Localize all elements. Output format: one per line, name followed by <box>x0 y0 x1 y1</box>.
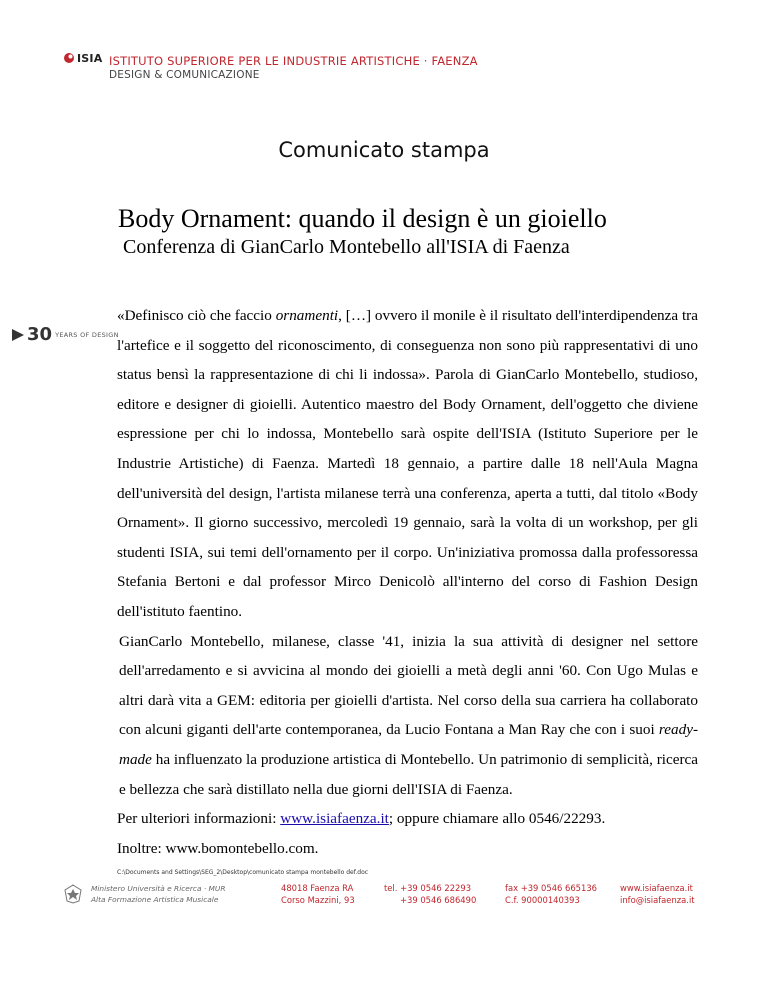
anniversary-badge <box>11 324 119 345</box>
ministry-line-1: Ministero Università e Ricerca · MUR <box>91 884 226 893</box>
address-line-2: Corso Mazzini, 93 <box>281 894 355 905</box>
p3-text-b: ; oppure chiamare allo 0546/22293. <box>388 810 606 828</box>
tel-line-2: +39 0546 686490 <box>400 894 477 905</box>
file-path: C:\Documents and Settings\SEG_2\Desktop\comunicato stampa montebello def.doc <box>117 869 369 876</box>
badge-text: YEARS OF DESIGN <box>55 330 119 339</box>
fax-line: fax +39 0546 665136 <box>505 883 597 893</box>
address <box>281 883 355 906</box>
isia-logo-icon <box>63 52 75 64</box>
institute-subtitle: DESIGN & COMUNICAZIONE <box>109 69 260 81</box>
isia-website-link[interactable]: www.isiafaenza.it <box>280 810 389 828</box>
document-heading: Comunicato stampa <box>278 138 490 162</box>
document-subtitle: Conferenza di GianCarlo Montebello all'ISIA di Faenza <box>123 236 570 258</box>
website-text[interactable]: www.isiafaenza.it <box>620 883 693 893</box>
tax-code-line: C.f. 90000140393 <box>505 894 580 905</box>
badge-number: 30 <box>27 324 53 345</box>
p2-emphasis: ready-made <box>119 721 698 768</box>
ministry-line-2: Alta Formazione Artistica Musicale <box>91 895 219 904</box>
p1-text-b: , […] ovvero il monile è il risultato dell'interdipendenza tra l'artefice e il soggetto del riconoscimento, di conseguenza non sono più rappresentativi di uno status bensì la rappresentazione di chi li indossa». Parola di GianCarlo Montebello, studioso, editore e designer di gioielli. Autentico maestro del Body Ornament, dell'oggetto che diviene espressione per chi lo indossa, Montebello sarà ospite dell'ISIA (Istituto Superiore per le Industrie Artistiche) di Faenza. Martedì 18 gennaio, a partire dalle 18 nell'Aula Magna dell'università del design, l'artista milanese terrà una conferenza, aperta a tutti, dal titolo «Body Ornament». Il giorno successivo, mercoledì 19 gennaio, sarà la volta di un workshop, per gli studenti ISIA, sui temi dell'ornamento per il corpo. Un'iniziativa promossa dalla professoressa Stefania Bertoni e dal professor Mirco Denicolò all'interno del corso di Fashion Design dell'istituto faentino. <box>117 307 698 620</box>
telephone <box>384 883 476 906</box>
paragraph-3 <box>117 804 698 834</box>
tel-line-1: tel. +39 0546 22293 <box>384 883 472 893</box>
document-title: Body Ornament: quando il design è un gioiello <box>118 204 607 233</box>
paragraph-2 <box>117 627 698 805</box>
institute-name: ISTITUTO SUPERIORE PER LE INDUSTRIE ARTISTICHE · FAENZA <box>109 54 478 68</box>
play-arrow-icon <box>11 328 25 342</box>
logo-text: ISIA <box>77 52 103 65</box>
p3-text-a: Per ulteriori informazioni: <box>117 810 281 828</box>
press-release-body <box>117 301 698 863</box>
paragraph-4: Inoltre: www.bomontebello.com. <box>117 839 319 857</box>
p2-text-b: ha influenzato la produzione artistica di Montebello. Un patrimonio di semplicità, ricerca e bellezza che sarà distillato nella due giorni dell'ISIA di Faenza. <box>119 750 698 798</box>
p1-emphasis: ornamenti <box>275 307 339 324</box>
email-text[interactable]: info@isiafaenza.it <box>620 894 695 905</box>
web-contacts <box>620 883 695 906</box>
ministry-info <box>91 883 225 905</box>
ministry-emblem-icon <box>64 884 82 904</box>
address-line-1: 48018 Faenza RA <box>281 883 354 893</box>
fax-and-tax-code <box>505 883 597 906</box>
p1-text-a: «Definisco ciò che faccio <box>117 307 276 324</box>
paragraph-1 <box>117 301 698 627</box>
p2-text-a: GianCarlo Montebello, milanese, classe '41, inizia la sua attività di designer nel settore dell'arredamento e si avvicina al mondo dei gioielli a metà degli anni '60. Con Ugo Mulas e altri darà vita a GEM: editoria per gioielli d'artista. Nel corso della sua carriera ha collaborato con alcuni giganti dell'arte contemporanea, da Lucio Fontana a Man Ray che con i suoi <box>119 632 698 739</box>
